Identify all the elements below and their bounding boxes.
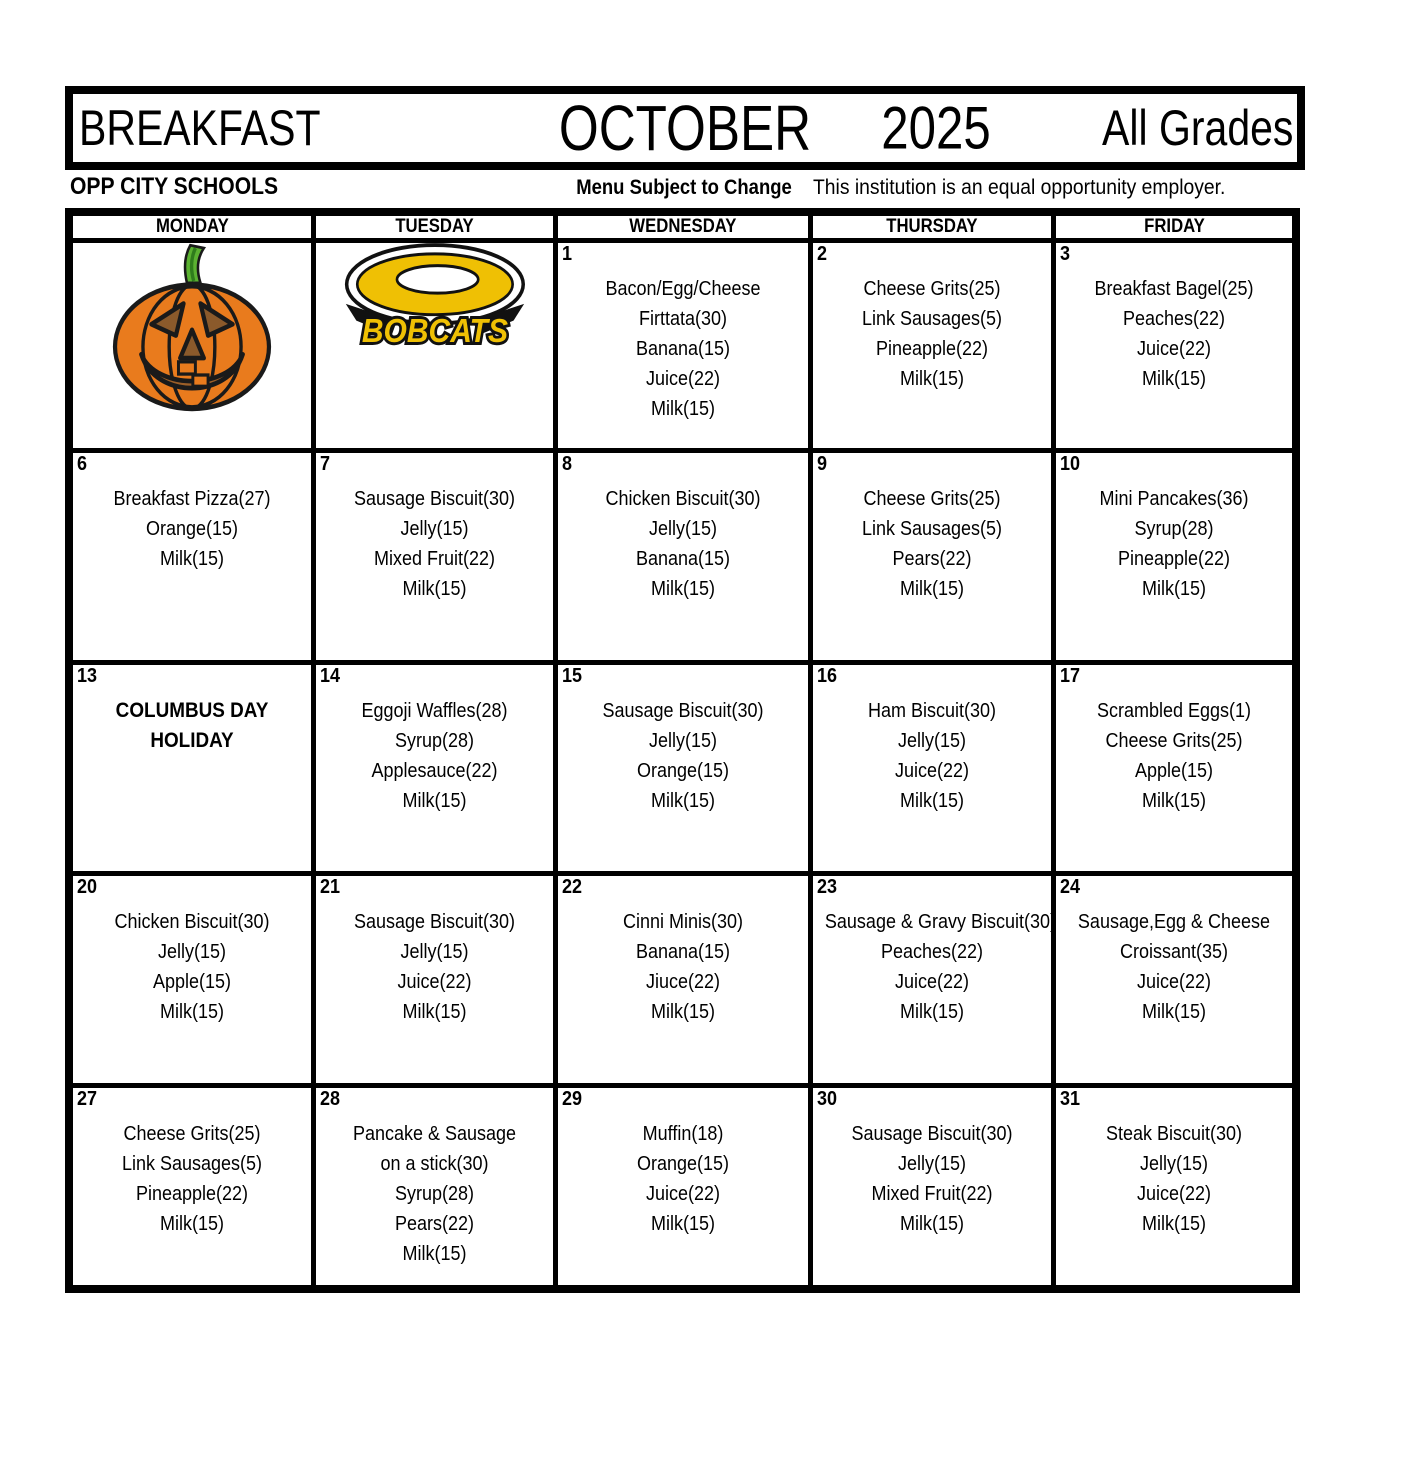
cell-menu	[571, 696, 796, 816]
bobcats-logo	[342, 243, 527, 356]
menu-item: Juice(22)	[1136, 971, 1212, 993]
menu-item: Milk(15)	[159, 1001, 225, 1023]
day-number: 20	[77, 876, 98, 898]
menu-item: Jelly(15)	[897, 730, 967, 752]
cell-menu	[1068, 484, 1280, 604]
menu-item: Jelly(15)	[897, 1153, 967, 1175]
calendar-cell	[558, 665, 808, 871]
calendar-grid	[65, 208, 1300, 1293]
cell-menu	[85, 907, 299, 1027]
day-number: 10	[1060, 453, 1081, 475]
cell-menu	[571, 1119, 796, 1239]
day-number: 16	[817, 665, 838, 687]
menu-item: Milk(15)	[1141, 578, 1207, 600]
cell-menu	[85, 696, 299, 756]
menu-item: Syrup(28)	[394, 1183, 475, 1205]
cell-menu	[328, 907, 541, 1027]
menu-item: Pineapple(22)	[135, 1183, 249, 1205]
menu-item: Jelly(15)	[400, 518, 469, 540]
calendar-cell	[1056, 665, 1292, 871]
cell-menu	[85, 1119, 299, 1239]
weekday-header	[73, 216, 311, 238]
menu-item: Milk(15)	[899, 1213, 965, 1235]
menu-item: Muffin(18)	[642, 1123, 724, 1145]
calendar-cell	[813, 453, 1051, 660]
menu-item: Jelly(15)	[648, 518, 718, 540]
calendar-cell	[73, 1088, 311, 1285]
menu-item: Jelly(15)	[400, 941, 469, 963]
menu-item: Orange(15)	[636, 760, 730, 782]
meal-title: BREAKFAST	[79, 100, 321, 156]
menu-item: Chicken Biscuit(30)	[605, 488, 761, 510]
day-number: 24	[1060, 876, 1081, 898]
day-number: 23	[817, 876, 838, 898]
menu-item: Link Sausages(5)	[861, 518, 1003, 540]
grades-title: All Grades	[1101, 100, 1293, 156]
cell-menu	[328, 1119, 541, 1269]
cell-menu	[328, 696, 541, 816]
weekday-label: MONDAY	[155, 216, 229, 237]
menu-item: Apple(15)	[152, 971, 232, 993]
day-number: 31	[1060, 1088, 1081, 1110]
calendar-cell	[73, 665, 311, 871]
day-number: 9	[817, 453, 828, 475]
menu-item: Milk(15)	[650, 398, 716, 420]
cell-menu	[824, 907, 1057, 1027]
menu-item: Chicken Biscuit(30)	[114, 911, 270, 933]
weekday-header	[316, 216, 553, 238]
day-number: 7	[320, 453, 331, 475]
day-number: 13	[77, 665, 98, 687]
menu-item: Cheese Grits(25)	[863, 488, 1001, 510]
menu-item: Steak Biscuit(30)	[1105, 1123, 1243, 1145]
calendar-cell	[558, 453, 808, 660]
menu-item: Milk(15)	[899, 578, 965, 600]
menu-change-note: Menu Subject to Change	[576, 176, 792, 199]
menu-item: Milk(15)	[159, 548, 225, 570]
menu-item: Milk(15)	[402, 578, 467, 600]
menu-item: Jelly(15)	[648, 730, 718, 752]
day-number: 17	[1060, 665, 1081, 687]
menu-item: Milk(15)	[402, 1243, 467, 1265]
calendar-cell	[813, 876, 1057, 1083]
calendar-cell	[813, 243, 1051, 448]
weekday-header	[813, 216, 1051, 238]
holiday-label: HOLIDAY	[150, 729, 234, 752]
holiday-label: COLUMBUS DAY	[115, 699, 269, 722]
menu-item: Bacon/Egg/Cheese	[605, 278, 761, 300]
cell-menu	[85, 243, 299, 418]
calendar-cell	[73, 876, 311, 1083]
cell-menu	[1068, 1119, 1280, 1239]
cell-menu	[571, 484, 796, 604]
jack-o-lantern-image	[107, 243, 276, 413]
menu-item: Mixed Fruit(22)	[871, 1183, 993, 1205]
menu-item: Juice(22)	[645, 1183, 721, 1205]
menu-item: Peaches(22)	[880, 941, 984, 963]
weekday-label: FRIDAY	[1143, 216, 1205, 237]
day-number: 22	[562, 876, 583, 898]
cell-menu	[328, 243, 541, 361]
menu-item: Croissant(35)	[1119, 941, 1229, 963]
menu-item: Sausage Biscuit(30)	[851, 1123, 1013, 1145]
menu-item: Breakfast Pizza(27)	[113, 488, 271, 510]
menu-item: Pineapple(22)	[1117, 548, 1231, 570]
menu-item: Sausage Biscuit(30)	[602, 700, 764, 722]
calendar-cell	[73, 453, 311, 660]
menu-item: Juice(22)	[645, 368, 721, 390]
menu-item: Milk(15)	[650, 1001, 716, 1023]
menu-item: Juice(22)	[1136, 338, 1212, 360]
menu-item: on a stick(30)	[380, 1153, 489, 1175]
calendar-cell	[316, 453, 553, 660]
cell-menu	[571, 274, 796, 424]
menu-item: Banana(15)	[635, 941, 731, 963]
day-number: 14	[320, 665, 341, 687]
menu-item: Ham Biscuit(30)	[867, 700, 997, 722]
menu-item: Cheese Grits(25)	[1105, 730, 1243, 752]
weekday-label: TUESDAY	[395, 216, 474, 237]
menu-item: Milk(15)	[159, 1213, 225, 1235]
menu-item: Juice(22)	[894, 971, 970, 993]
menu-item: Apple(15)	[1134, 760, 1214, 782]
menu-item: Syrup(28)	[1134, 518, 1214, 540]
menu-item: Pears(22)	[892, 548, 972, 570]
menu-item: Sausage Biscuit(30)	[353, 488, 516, 510]
cell-menu	[825, 484, 1039, 604]
menu-item: Milk(15)	[1141, 1213, 1207, 1235]
menu-item: Jelly(15)	[157, 941, 227, 963]
menu-item: Orange(15)	[636, 1153, 730, 1175]
cell-menu	[825, 274, 1039, 394]
menu-item: Jelly(15)	[1139, 1153, 1209, 1175]
calendar-cell	[316, 243, 553, 448]
calendar-cell	[558, 876, 808, 1083]
menu-item: Cheese Grits(25)	[863, 278, 1001, 300]
day-number: 2	[817, 243, 828, 265]
menu-item: Scrambled Eggs(1)	[1096, 700, 1252, 722]
menu-item: Sausage Biscuit(30)	[353, 911, 516, 933]
menu-item: Syrup(28)	[394, 730, 475, 752]
menu-item: Pears(22)	[394, 1213, 475, 1235]
day-number: 1	[562, 243, 573, 265]
menu-item: Milk(15)	[899, 1001, 965, 1023]
menu-item: Applesauce(22)	[371, 760, 498, 782]
eeo-statement: This institution is an equal opportunity employer.	[813, 176, 1226, 199]
cell-menu	[1068, 907, 1280, 1027]
day-number: 28	[320, 1088, 341, 1110]
day-number: 30	[817, 1088, 838, 1110]
cell-menu	[825, 1119, 1039, 1239]
day-number: 3	[1060, 243, 1071, 265]
menu-item: Peaches(22)	[1122, 308, 1226, 330]
day-number: 15	[562, 665, 583, 687]
menu-item: Banana(15)	[635, 338, 731, 360]
cell-menu	[1068, 696, 1280, 816]
day-number: 8	[562, 453, 573, 475]
calendar-cell	[1056, 876, 1292, 1083]
menu-item: Juice(22)	[894, 760, 970, 782]
calendar-cell	[558, 1088, 808, 1285]
calendar-cell	[316, 665, 553, 871]
menu-item: Milk(15)	[1141, 368, 1207, 390]
menu-item: Mini Pancakes(36)	[1099, 488, 1249, 510]
day-number: 6	[77, 453, 88, 475]
weekday-header	[558, 216, 808, 238]
calendar-cell	[813, 665, 1051, 871]
menu-item: Juice(22)	[397, 971, 472, 993]
menu-item: Pineapple(22)	[875, 338, 989, 360]
cell-menu	[85, 484, 299, 574]
school-name: OPP CITY SCHOOLS	[70, 173, 279, 200]
menu-item: Cheese Grits(25)	[123, 1123, 261, 1145]
menu-item: Pancake & Sausage	[352, 1123, 517, 1145]
menu-item: Mixed Fruit(22)	[373, 548, 496, 570]
weekday-label: WEDNESDAY	[629, 216, 737, 237]
menu-item: Cinni Minis(30)	[622, 911, 744, 933]
menu-item: Orange(15)	[145, 518, 239, 540]
menu-item: Link Sausages(5)	[121, 1153, 263, 1175]
menu-item: Milk(15)	[402, 1001, 467, 1023]
menu-item: Breakfast Bagel(25)	[1094, 278, 1254, 300]
year-title: 2025	[881, 94, 991, 162]
cell-menu	[825, 696, 1039, 816]
menu-item: Milk(15)	[899, 790, 965, 812]
calendar-cell	[1056, 243, 1292, 448]
day-number: 29	[562, 1088, 583, 1110]
cell-menu	[571, 907, 796, 1027]
menu-item: Milk(15)	[899, 368, 965, 390]
calendar-cell	[813, 1088, 1051, 1285]
weekday-label: THURSDAY	[886, 216, 978, 237]
calendar-cell	[316, 1088, 553, 1285]
month-title: OCTOBER	[558, 92, 812, 164]
menu-item: Jiuce(22)	[645, 971, 721, 993]
menu-item: Milk(15)	[402, 790, 467, 812]
menu-item: Milk(15)	[650, 790, 716, 812]
menu-item: Milk(15)	[650, 1213, 716, 1235]
menu-item: Sausage & Gravy Biscuit(30)	[824, 911, 1057, 933]
calendar-cell	[558, 243, 808, 448]
calendar-cell	[1056, 453, 1292, 660]
cell-menu	[1068, 274, 1280, 394]
cell-menu	[328, 484, 541, 604]
menu-item: Milk(15)	[1141, 790, 1207, 812]
calendar-cell	[73, 243, 311, 448]
calendar-cell	[1056, 1088, 1292, 1285]
menu-item: Juice(22)	[1136, 1183, 1212, 1205]
menu-item: Sausage,Egg & Cheese	[1077, 911, 1271, 933]
weekday-header	[1056, 216, 1292, 238]
menu-item: Milk(15)	[650, 578, 716, 600]
calendar-cell	[316, 876, 553, 1083]
bobcats-logo-text: BOBCATS	[361, 311, 508, 350]
day-number: 27	[77, 1088, 98, 1110]
title-banner	[65, 86, 1305, 170]
menu-item: Firttata(30)	[638, 308, 728, 330]
menu-item: Milk(15)	[1141, 1001, 1207, 1023]
menu-item: Eggoji Waffles(28)	[361, 700, 508, 722]
menu-item: Banana(15)	[635, 548, 731, 570]
day-number: 21	[320, 876, 341, 898]
menu-item: Link Sausages(5)	[861, 308, 1003, 330]
